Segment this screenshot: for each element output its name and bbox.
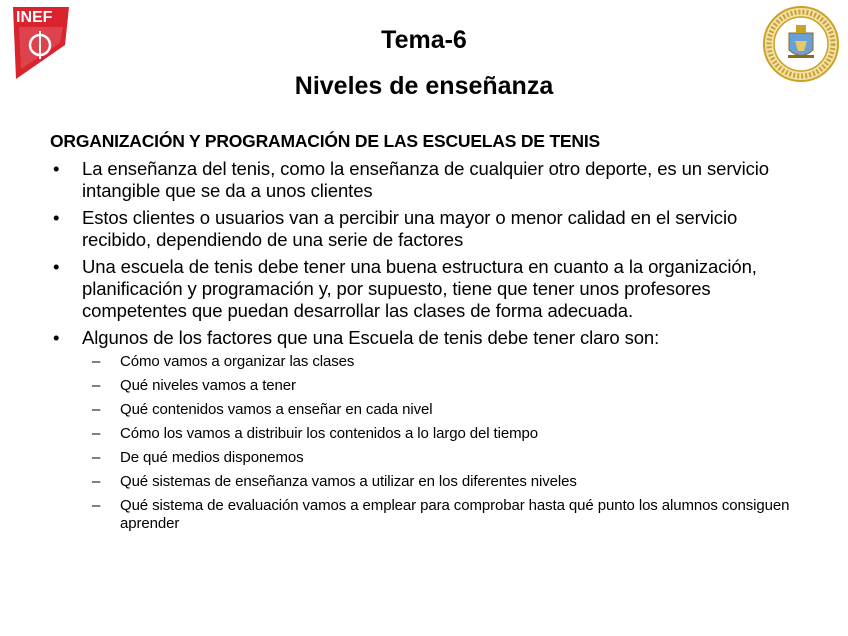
bullet-item	[50, 158, 810, 202]
dash-symbol: –	[92, 425, 101, 442]
bullet-text: Algunos de los factores que una Escuela de tenis debe tener claro son:	[82, 327, 660, 348]
sub-item	[82, 497, 810, 533]
bullet-text: Una escuela de tenis debe tener una buena estructura en cuanto a la organización, planificación y programación y, por supuesto, tiene que tener unos profesores competentes que puedan desarrollar las clases de forma adecuada.	[82, 256, 757, 321]
bullet-text: Estos clientes o usuarios van a percibir una mayor o menor calidad en el servicio recibido, dependiendo de una serie de factores	[82, 207, 738, 250]
bullet-symbol: •	[53, 256, 60, 277]
slide-title-line2: Niveles de enseñanza	[294, 72, 554, 100]
sub-item-text: De qué medios disponemos	[120, 449, 304, 466]
sub-item-text: Qué contenidos vamos a enseñar en cada nivel	[120, 401, 433, 418]
section-heading: ORGANIZACIÓN Y PROGRAMACIÓN DE LAS ESCUELAS DE TENIS	[50, 131, 600, 151]
slide-title-line1: Tema-6	[381, 26, 467, 54]
sub-item	[82, 473, 810, 491]
dash-symbol: –	[92, 473, 101, 490]
sub-item-text: Qué sistema de evaluación vamos a emplear para comprobar hasta qué punto los alumnos consiguen aprender	[120, 497, 790, 532]
dash-symbol: –	[92, 401, 101, 418]
inef-logo-text: INEF	[16, 9, 53, 26]
sub-item-text: Cómo los vamos a distribuir los contenidos a lo largo del tiempo	[120, 425, 538, 442]
bullet-item	[50, 207, 810, 251]
bullet-list	[50, 158, 810, 539]
sub-item-text: Cómo vamos a organizar las clases	[120, 353, 355, 370]
sub-item	[82, 425, 810, 443]
sub-list	[82, 353, 810, 533]
dash-symbol: –	[92, 497, 101, 514]
bullet-symbol: •	[53, 158, 60, 179]
dash-symbol: –	[92, 377, 101, 394]
sub-item	[82, 401, 810, 419]
sub-item	[82, 353, 810, 371]
sub-item-text: Qué sistemas de enseñanza vamos a utilizar en los diferentes niveles	[120, 473, 577, 490]
bullet-symbol: •	[53, 327, 60, 348]
sub-item	[82, 377, 810, 395]
bullet-symbol: •	[53, 207, 60, 228]
bullet-text: La enseñanza del tenis, como la enseñanza de cualquier otro deporte, es un servicio intangible que se da a unos clientes	[82, 158, 769, 201]
sub-item-text: Qué niveles vamos a tener	[120, 377, 296, 394]
sub-item	[82, 449, 810, 467]
bullet-item	[50, 327, 810, 533]
dash-symbol: –	[92, 449, 101, 466]
dash-symbol: –	[92, 353, 101, 370]
bullet-item	[50, 256, 810, 322]
